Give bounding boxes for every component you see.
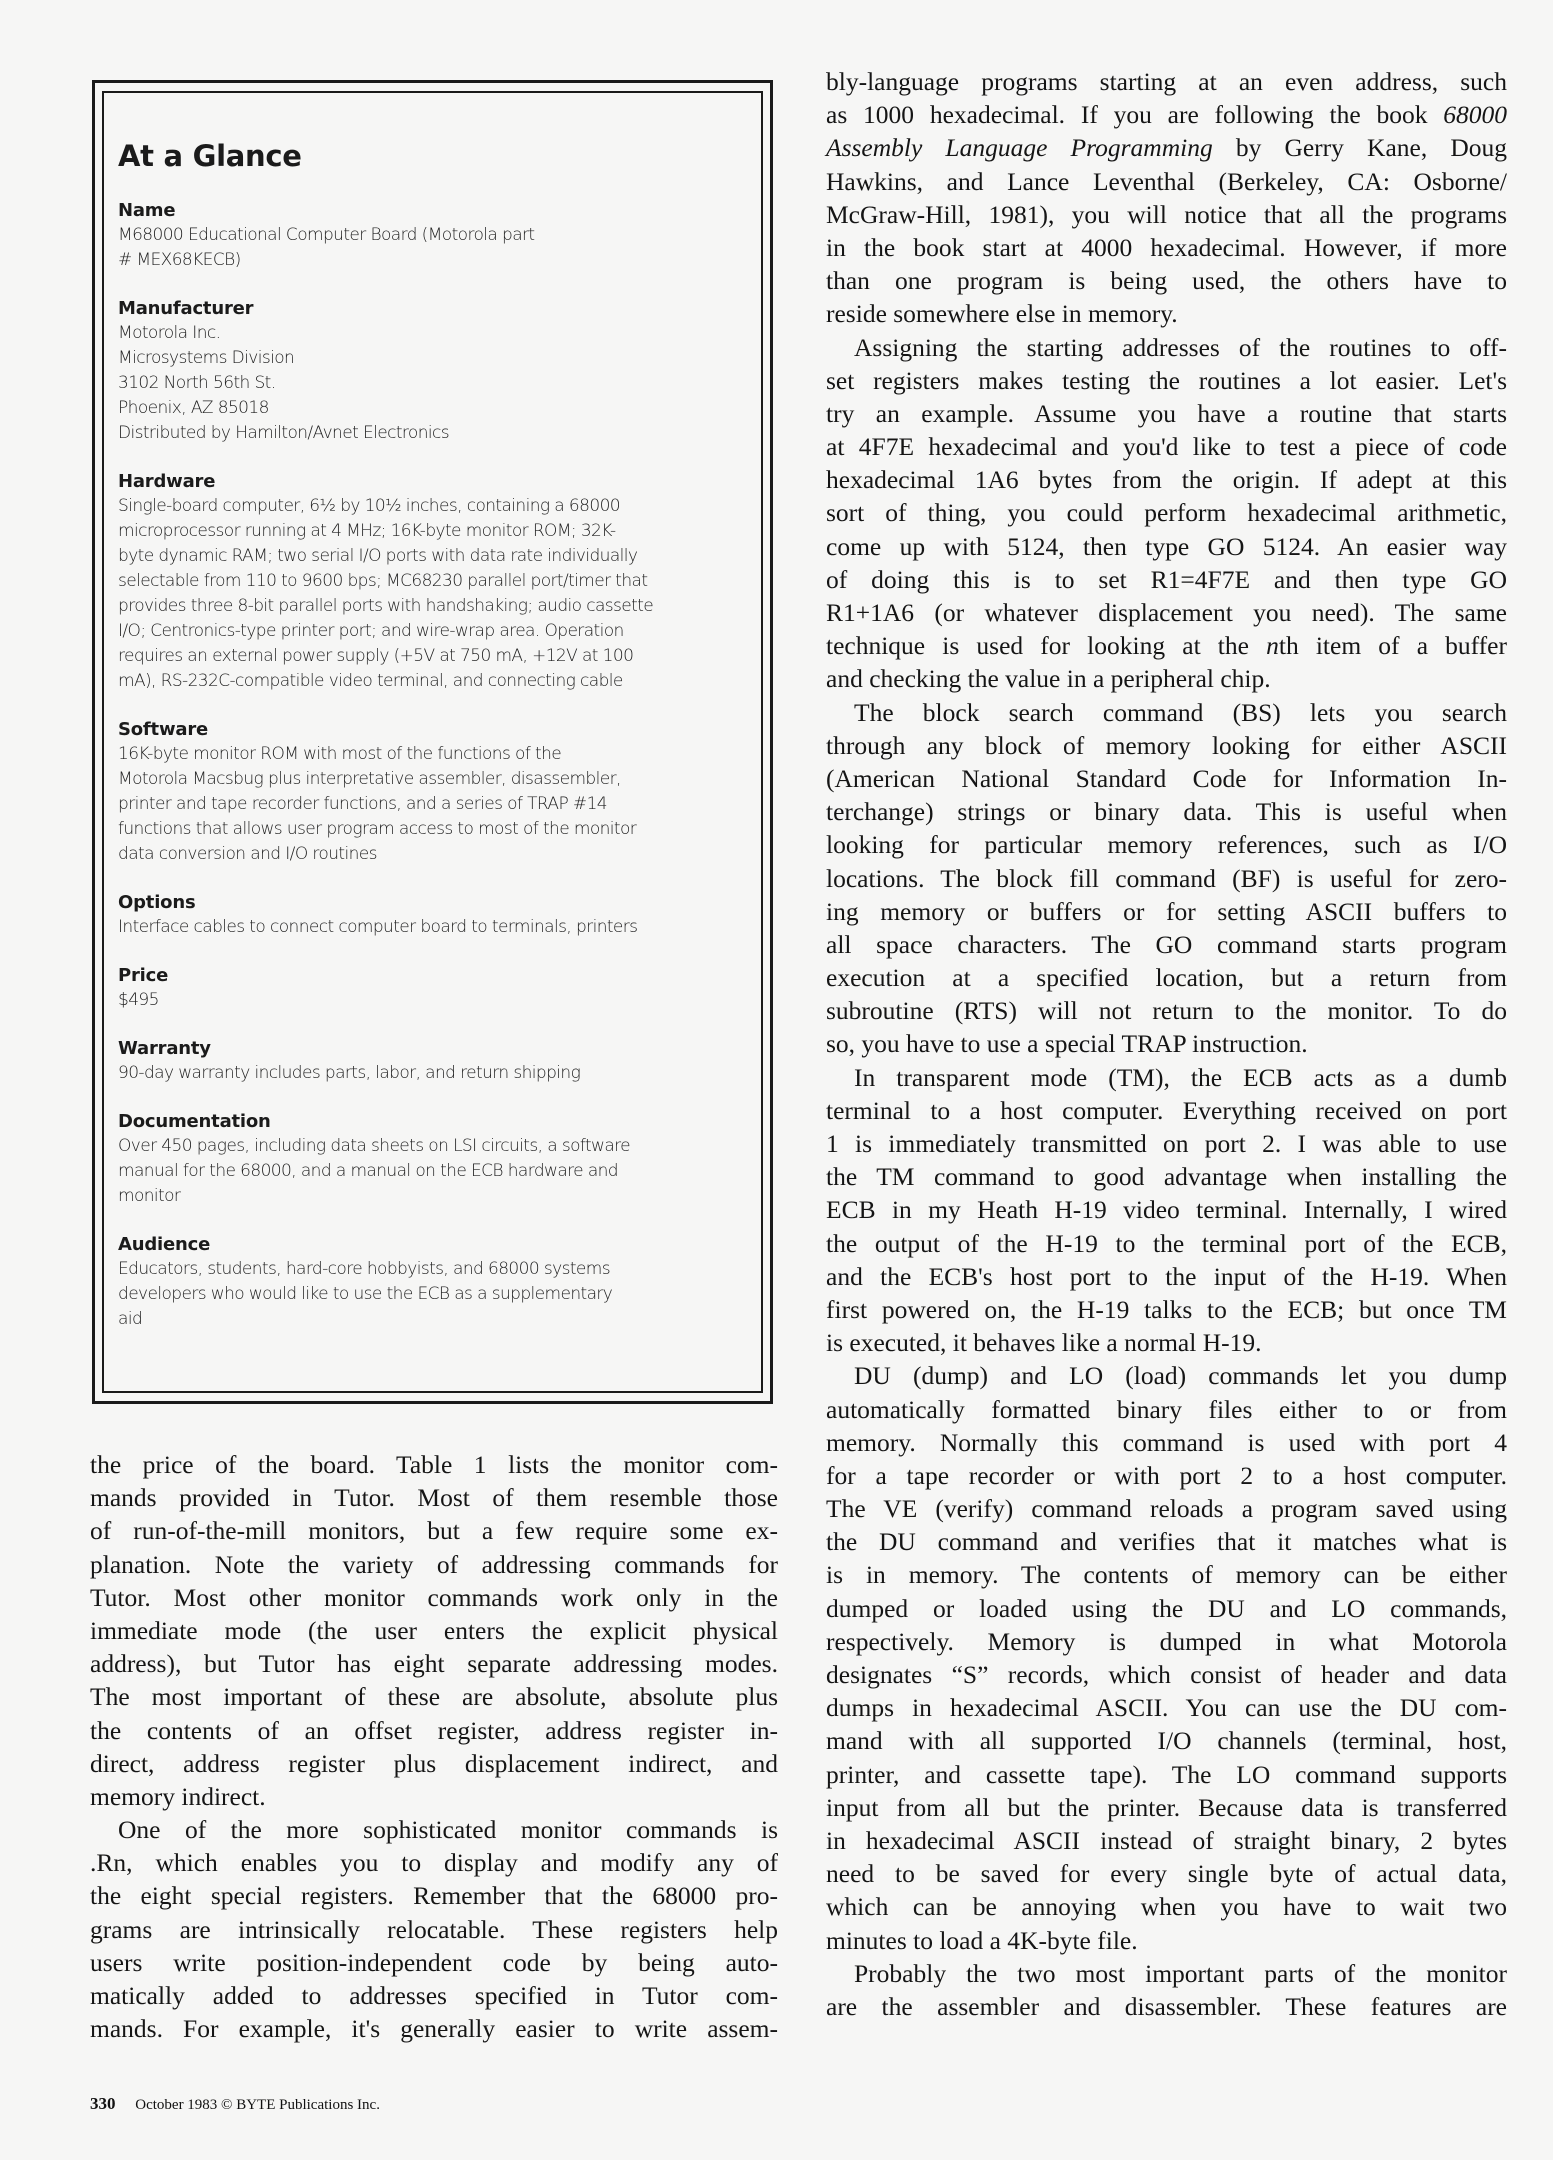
text-line: Assigning the starting addresses of the routines to off-	[854, 332, 1507, 362]
text-line: the eight special registers. Remember that the 68000 pro-	[90, 1881, 778, 1911]
text-line: mand with all supported I/O channels (terminal, host,	[826, 1726, 1507, 1756]
text-fragment: th item of a buffer	[1278, 631, 1507, 661]
text-line: printer, and cassette tape). The LO command supports	[826, 1759, 1507, 1789]
left-body-column	[90, 1448, 778, 2045]
glance-text-line: Single-board computer, 6½ by 10½ inches, containing a 68000	[118, 496, 621, 516]
text-line: (American National Standard Code for Information In-	[826, 763, 1507, 793]
glance-text-line: 3102 North 56th St.	[118, 373, 276, 393]
text-line: immediate mode (the user enters the explicit physical	[90, 1615, 778, 1645]
glance-text-line: functions that allows user program access to most of the monitor	[118, 819, 637, 839]
glance-section-label: Name	[118, 200, 176, 221]
text-line: in the book start at 4000 hexadecimal. However, if more	[826, 232, 1507, 262]
text-line: planation. Note the variety of addressing commands for	[90, 1549, 778, 1579]
text-line: looking for particular memory references, such as I/O	[826, 830, 1507, 860]
text-line: ECB in my Heath H-19 video terminal. Internally, I wired	[826, 1195, 1507, 1225]
glance-section-text	[118, 1134, 741, 1209]
text-line: sort of thing, you could perform hexadecimal arithmetic,	[826, 498, 1507, 528]
glance-section-software	[118, 718, 741, 867]
text-line: are the assembler and disassembler. These features are	[826, 1991, 1507, 2021]
glance-section-text	[118, 1257, 741, 1332]
footer-credit: October 1983 © BYTE Publications Inc.	[135, 2097, 380, 2113]
text-line: than one program is being used, the others have to	[826, 266, 1507, 296]
text-line: so, you have to use a special TRAP instruction.	[826, 1029, 1308, 1059]
glance-section-label: Documentation	[118, 1111, 271, 1132]
page-number: 330	[90, 2094, 116, 2113]
text-fragment: by Gerry Kane, Doug	[1212, 133, 1508, 163]
text-line: set registers makes testing the routines a lot easier. Let's	[826, 365, 1507, 395]
glance-section-label: Options	[118, 892, 196, 913]
glance-text-line: monitor	[118, 1186, 181, 1206]
at-a-glance-title: At a Glance	[118, 139, 302, 173]
glance-text-line: provides three 8-bit parallel ports with handshaking; audio cassette	[118, 596, 654, 616]
text-line: The VE (verify) command reloads a program saved using	[826, 1494, 1507, 1524]
text-line: is executed, it behaves like a normal H-19.	[826, 1328, 1262, 1358]
at-a-glance-sections	[118, 199, 741, 1332]
glance-text-line: Distributed by Hamilton/Avnet Electronics	[118, 423, 450, 443]
glance-text-line: requires an external power supply (+5V at 750 mA, +12V at 100	[118, 646, 634, 666]
glance-section-label: Hardware	[118, 471, 216, 492]
text-line: bly-language programs starting at an even address, such	[826, 67, 1507, 96]
text-line: come up with 5124, then type GO 5124. An easier way	[826, 531, 1507, 561]
text-line: direct, address register plus displacement indirect, and	[90, 1748, 778, 1778]
glance-section-text	[118, 742, 741, 867]
glance-text-line: selectable from 110 to 9600 bps; MC68230 parallel port/timer that	[118, 571, 648, 591]
glance-text-line: microprocessor running at 4 MHz; 16K-byte monitor ROM; 32K-	[118, 521, 616, 541]
glance-text-line: aid	[118, 1309, 143, 1329]
text-line: One of the more sophisticated monitor commands is	[118, 1815, 778, 1845]
text-line	[826, 131, 1507, 164]
glance-text-line: 16K-byte monitor ROM with most of the functions of the	[118, 744, 562, 764]
text-line: mands provided in Tutor. Most of them resemble those	[90, 1483, 778, 1513]
text-line: execution at a specified location, but a return from	[826, 963, 1507, 993]
text-line: which can be annoying when you have to wait two	[826, 1892, 1507, 1922]
text-line: of doing this is to set R1=4F7E and then type GO	[826, 564, 1507, 594]
text-line: input from all but the printer. Because data is transferred	[826, 1792, 1507, 1822]
text-fragment: as 1000 hexadecimal. If you are following the book	[826, 100, 1428, 130]
text-line: try an example. Assume you have a routine that starts	[826, 398, 1507, 428]
text-line: ing memory or buffers or for setting ASCII buffers to	[826, 896, 1507, 926]
text-line: The most important of these are absolute, absolute plus	[90, 1682, 778, 1712]
glance-text-line: data conversion and I/O routines	[118, 844, 377, 864]
text-line: the price of the board. Table 1 lists the monitor com-	[90, 1450, 778, 1479]
text-line: dumps in hexadecimal ASCII. You can use the DU com-	[826, 1693, 1507, 1723]
text-line: at 4F7E hexadecimal and you'd like to test a piece of code	[826, 432, 1507, 462]
text-line: matically added to addresses specified in Tutor com-	[90, 1981, 778, 2010]
glance-section-options	[118, 891, 741, 940]
text-line: R1+1A6 (or whatever displacement you need). The same	[826, 598, 1507, 627]
glance-section-text	[118, 494, 741, 694]
glance-text-line: byte dynamic RAM; two serial I/O ports with data rate individually	[118, 546, 638, 566]
text-line: minutes to load a 4K-byte file.	[826, 1925, 1138, 1955]
glance-text-line: Phoenix, AZ 85018	[118, 398, 269, 418]
text-line	[826, 629, 1507, 662]
text-line: DU (dump) and LO (load) commands let you dump	[854, 1361, 1507, 1391]
at-a-glance-inner-border	[102, 91, 763, 1393]
glance-text-line: 90-day warranty includes parts, labor, and return shipping	[118, 1063, 581, 1083]
glance-text-line: mA), RS-232C-compatible video terminal, and connecting cable	[118, 671, 623, 691]
text-line: and checking the value in a peripheral chip.	[826, 664, 1271, 694]
glance-section-label: Warranty	[118, 1038, 211, 1059]
text-line: for a tape recorder or with port 2 to a host computer.	[826, 1460, 1507, 1490]
text-line: the DU command and verifies that it matches what is	[826, 1527, 1507, 1557]
text-line: the output of the H-19 to the terminal port of the ECB,	[826, 1228, 1507, 1258]
glance-section-text	[118, 223, 741, 273]
text-line: is in memory. The contents of memory can be either	[826, 1560, 1507, 1590]
glance-section-label: Audience	[118, 1234, 211, 1255]
text-line: Hawkins, and Lance Leventhal (Berkeley, CA: Osborne/	[826, 166, 1507, 196]
glance-text-line: I/O; Centronics-type printer port; and wire-wrap area. Operation	[118, 621, 624, 641]
text-line: all space characters. The GO command starts program	[826, 929, 1507, 959]
glance-section-text	[118, 915, 741, 940]
text-line: first powered on, the H-19 talks to the ECB; but once TM	[826, 1294, 1507, 1324]
text-line: Probably the two most important parts of the monitor	[854, 1958, 1507, 1988]
glance-text-line: Educators, students, hard-core hobbyists, and 68000 systems	[118, 1259, 610, 1279]
glance-text-line: # MEX68KECB)	[118, 250, 241, 270]
glance-section-audience	[118, 1233, 741, 1332]
text-line: The block search command (BS) lets you search	[854, 697, 1507, 727]
text-line: hexadecimal 1A6 bytes from the origin. If adept at this	[826, 465, 1507, 495]
text-line: McGraw-Hill, 1981), you will notice that all the programs	[826, 199, 1507, 229]
text-line: and the ECB's host port to the input of the H-19. When	[826, 1261, 1507, 1291]
glance-section-label: Price	[118, 965, 169, 986]
at-a-glance-box	[92, 80, 773, 1404]
text-line: grams are intrinsically relocatable. These registers help	[90, 1914, 778, 1944]
glance-section-text	[118, 1061, 741, 1086]
glance-section-name	[118, 199, 741, 273]
glance-text-line: Motorola Inc.	[118, 323, 221, 343]
glance-text-line: Microsystems Division	[118, 348, 295, 368]
text-line: memory indirect.	[90, 1781, 266, 1811]
glance-section-warranty	[118, 1037, 741, 1086]
glance-section-hardware	[118, 470, 741, 694]
glance-section-text	[118, 321, 741, 446]
text-line: need to be saved for every single byte of actual data,	[826, 1859, 1507, 1889]
text-line: Tutor. Most other monitor commands work only in the	[90, 1582, 778, 1612]
text-line: automatically formatted binary files either to or from	[826, 1394, 1507, 1424]
text-line: the contents of an offset register, address register in-	[90, 1715, 778, 1745]
right-body-column	[826, 65, 1507, 2023]
text-line: users write position-independent code by being auto-	[90, 1947, 778, 1977]
text-line: 1 is immediately transmitted on port 2. I was able to use	[826, 1129, 1507, 1158]
glance-text-line: $495	[118, 990, 159, 1010]
text-line: .Rn, which enables you to display and modify any of	[90, 1848, 778, 1878]
text-line: respectively. Memory is dumped in what Motorola	[826, 1626, 1507, 1656]
text-line: In transparent mode (TM), the ECB acts as a dumb	[854, 1062, 1507, 1092]
glance-text-line: manual for the 68000, and a manual on the ECB hardware and	[118, 1161, 619, 1181]
text-line: reside somewhere else in memory.	[826, 299, 1178, 329]
text-line: mands. For example, it's generally easier to write assem-	[90, 2014, 778, 2044]
glance-text-line: printer and tape recorder functions, and a series of TRAP #14	[118, 794, 607, 814]
text-line: dumped or loaded using the DU and LO commands,	[826, 1593, 1507, 1623]
glance-section-price	[118, 964, 741, 1013]
glance-text-line: Over 450 pages, including data sheets on LSI circuits, a software	[118, 1136, 631, 1156]
glance-section-manufacturer	[118, 297, 741, 446]
nth-italic: n	[1266, 631, 1279, 661]
glance-section-documentation	[118, 1110, 741, 1209]
book-title-italic: 68000	[1443, 100, 1508, 130]
text-line: the TM command to good advantage when installing the	[826, 1162, 1507, 1192]
text-line: designates “S” records, which consist of header and data	[826, 1660, 1507, 1689]
glance-section-label: Manufacturer	[118, 298, 254, 319]
glance-text-line: M68000 Educational Computer Board (Motorola part	[118, 225, 535, 245]
text-line	[826, 98, 1507, 131]
text-line: terminal to a host computer. Everything received on port	[826, 1095, 1507, 1125]
glance-section-text	[118, 988, 741, 1013]
glance-section-label: Software	[118, 719, 209, 740]
text-line: locations. The block fill command (BF) is useful for zero-	[826, 863, 1507, 893]
glance-text-line: Interface cables to connect computer board to terminals, printers	[118, 917, 638, 937]
page-footer	[90, 2094, 380, 2114]
text-line: address), but Tutor has eight separate addressing modes.	[90, 1649, 778, 1679]
text-line: through any block of memory looking for either ASCII	[826, 730, 1507, 760]
glance-text-line: developers who would like to use the ECB as a supplementary	[118, 1284, 613, 1304]
text-line: subroutine (RTS) will not return to the monitor. To do	[826, 996, 1507, 1026]
text-line: terchange) strings or binary data. This is useful when	[826, 797, 1507, 827]
text-line: of run-of-the-mill monitors, but a few require some ex-	[90, 1516, 778, 1546]
text-line: memory. Normally this command is used with port 4	[826, 1427, 1507, 1457]
text-fragment: technique is used for looking at the	[826, 631, 1249, 661]
text-line: in hexadecimal ASCII instead of straight binary, 2 bytes	[826, 1825, 1507, 1855]
book-title-italic: Assembly Language Programming	[826, 133, 1213, 163]
glance-text-line: Motorola Macsbug plus interpretative assembler, disassembler,	[118, 769, 621, 789]
